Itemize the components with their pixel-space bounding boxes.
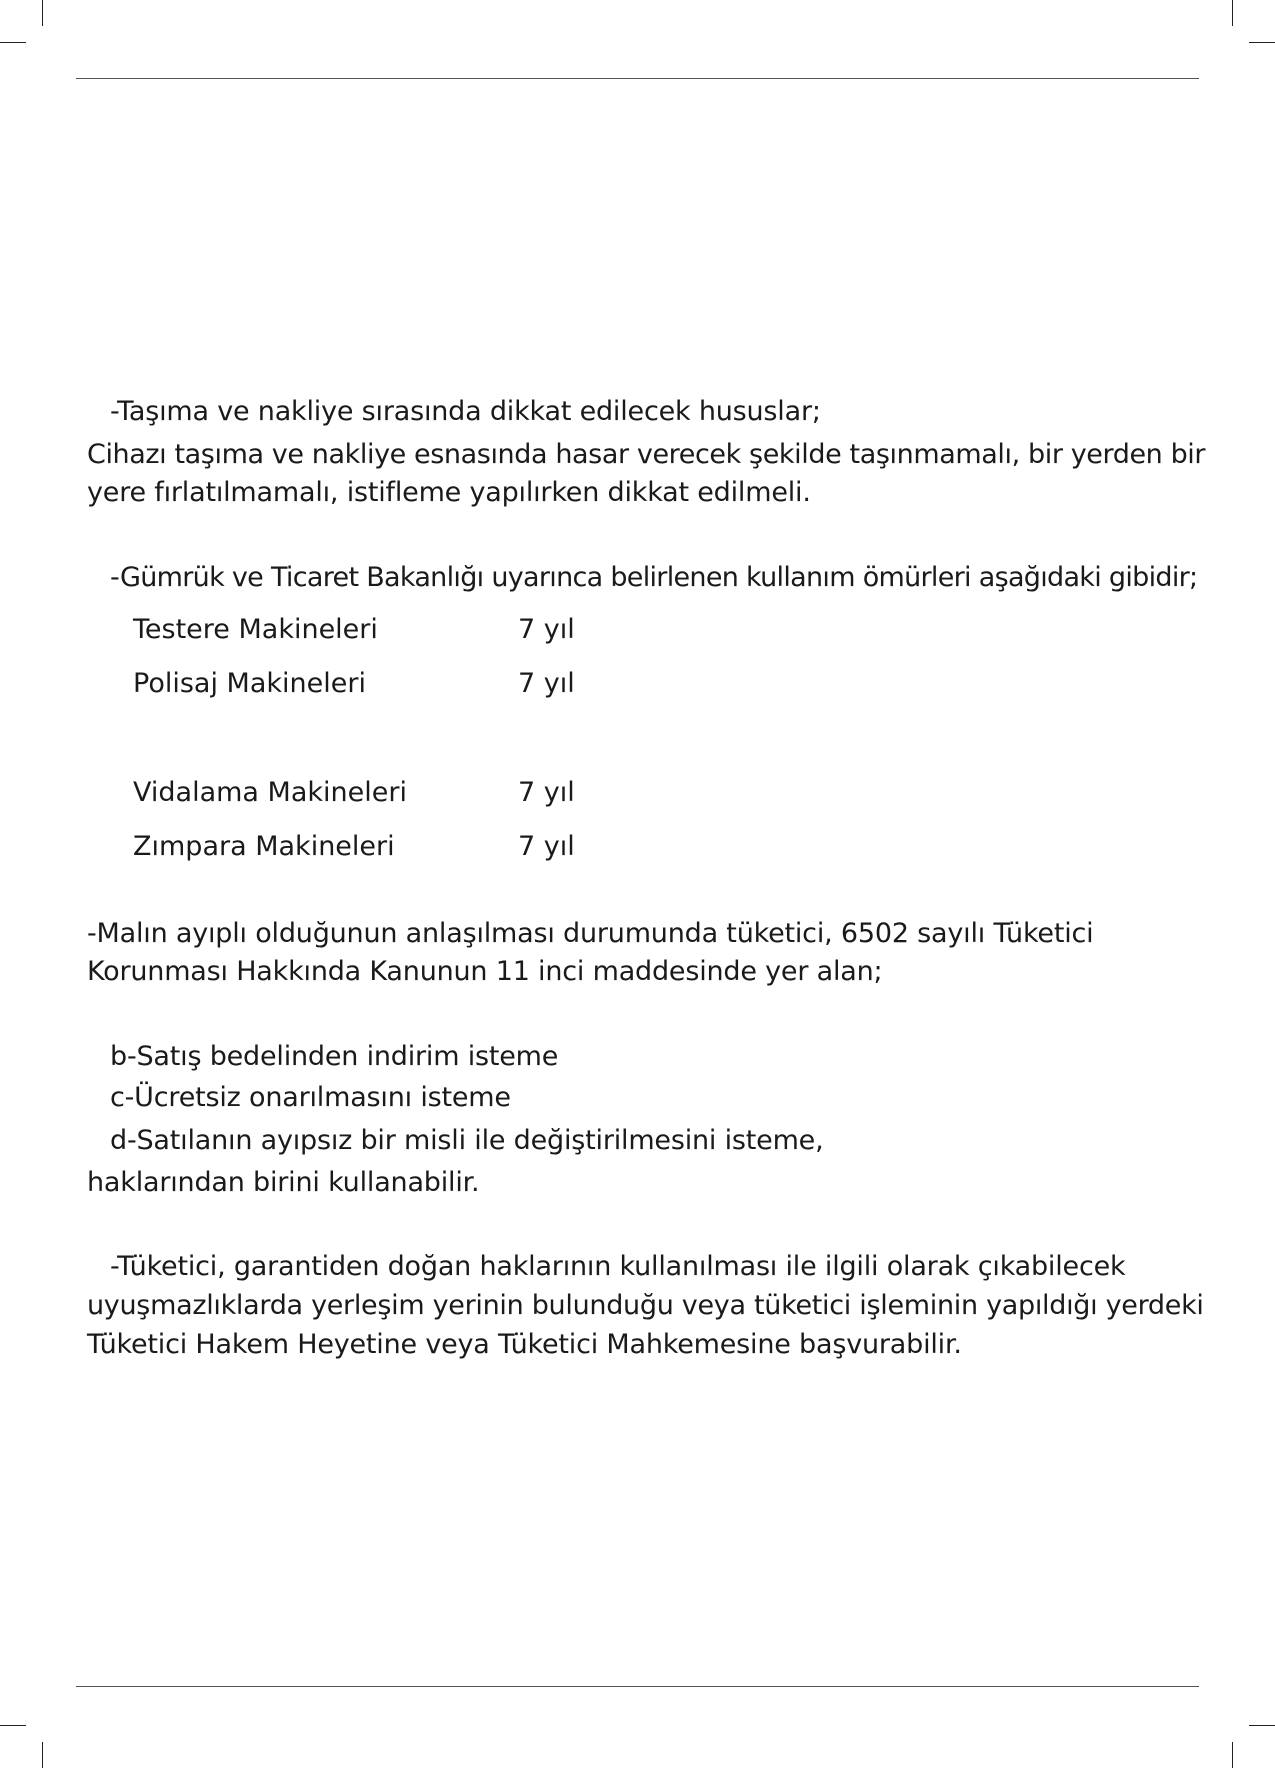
lifespan-item-value: 7 yıl	[518, 831, 575, 862]
crop-mark-bottom-right-horizontal	[1249, 1725, 1275, 1726]
dispute-text-line-1: -Tüketici, garantiden doğan haklarının kullanılması ile ilgili olarak çıkabilecek	[110, 1251, 1126, 1282]
crop-mark-top-right-vertical	[1232, 0, 1233, 26]
defect-text-line-1: -Malın ayıplı olduğunun anlaşılması durumunda tüketici, 6502 sayılı Tüketici	[87, 918, 1094, 949]
defect-option: c-Ücretsiz onarılmasını isteme	[110, 1082, 511, 1113]
lifespan-item-name: Polisaj Makineleri	[133, 668, 366, 699]
defect-option: d-Satılanın ayıpsız bir misli ile değiştirilmesini isteme,	[110, 1125, 824, 1156]
crop-mark-top-right-horizontal	[1249, 42, 1275, 43]
defect-option: b-Satış bedelinden indirim isteme	[110, 1041, 559, 1072]
header-rule	[76, 78, 1199, 79]
transport-heading: -Taşıma ve nakliye sırasında dikkat edilecek hususlar;	[110, 396, 821, 427]
lifespan-item-value: 7 yıl	[518, 614, 575, 645]
lifespan-heading: -Gümrük ve Ticaret Bakanlığı uyarınca belirlenen kullanım ömürleri aşağıdaki gibidir;	[110, 562, 1198, 593]
lifespan-item-name: Zımpara Makineleri	[133, 831, 395, 862]
dispute-text-line-2: uyuşmazlıklarda yerleşim yerinin bulunduğu veya tüketici işleminin yapıldığı yerdeki	[87, 1290, 1204, 1321]
transport-text-line-2: yere fırlatılmamalı, istifleme yapılırken dikkat edilmeli.	[87, 477, 811, 508]
crop-mark-top-left-vertical	[42, 0, 43, 26]
crop-mark-top-left-horizontal	[0, 42, 26, 43]
crop-mark-bottom-left-vertical	[42, 1742, 43, 1768]
lifespan-item-name: Testere Makineleri	[133, 614, 378, 645]
lifespan-item-value: 7 yıl	[518, 668, 575, 699]
lifespan-item-value: 7 yıl	[518, 777, 575, 808]
crop-mark-bottom-right-vertical	[1232, 1742, 1233, 1768]
crop-mark-bottom-left-horizontal	[0, 1725, 26, 1726]
transport-text-line-1: Cihazı taşıma ve nakliye esnasında hasar verecek şekilde taşınmamalı, bir yerden bir	[87, 439, 1206, 470]
dispute-text-line-3: Tüketici Hakem Heyetine veya Tüketici Mahkemesine başvurabilir.	[87, 1329, 962, 1360]
defect-text-line-2: Korunması Hakkında Kanunun 11 inci maddesinde yer alan;	[87, 956, 883, 987]
defect-closing: haklarından birini kullanabilir.	[87, 1167, 480, 1198]
footer-rule	[76, 1686, 1199, 1687]
lifespan-item-name: Vidalama Makineleri	[133, 777, 407, 808]
